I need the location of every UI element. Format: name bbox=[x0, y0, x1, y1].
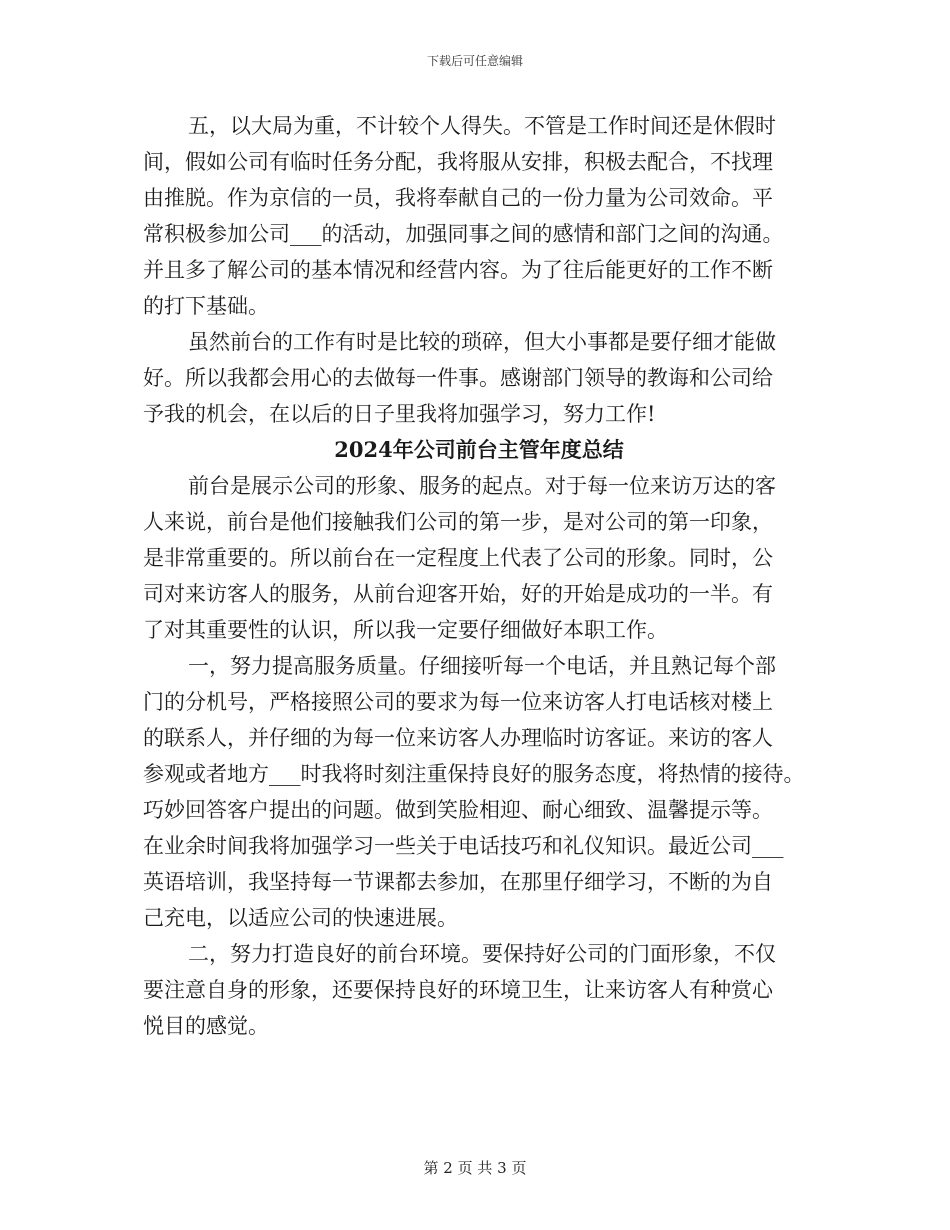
paragraph-line: 了对其重要性的认识，所以我一定要仔细做好本职工作。 bbox=[143, 618, 668, 642]
paragraph-line: 由推脱。作为京信的一员，我将奉献自己的一份力量为公司效命。平 bbox=[143, 186, 773, 210]
paragraph-line: 常积极参加公司___的活动，加强同事之间的感情和部门之间的沟通。 bbox=[143, 222, 784, 246]
paragraph-line: 并且多了解公司的基本情况和经营内容。为了往后能更好的工作不断 bbox=[143, 258, 773, 282]
paragraph-line: 在业余时间我将加强学习一些关于电话技巧和礼仪知识。最近公司___ bbox=[143, 834, 784, 858]
paragraph-line: 参观或者地方___时我将时刻注重保持良好的服务态度，将热情的接待。 bbox=[143, 762, 805, 786]
paragraph-line: 二，努力打造良好的前台环境。要保持好公司的门面形象，不仅 bbox=[188, 942, 776, 966]
paragraph-line: 间，假如公司有临时任务分配，我将服从安排，积极去配合，不找理 bbox=[143, 150, 773, 174]
paragraph-line: 要注意自身的形象，还要保持良好的环境卫生，让来访客人有种赏心 bbox=[143, 978, 773, 1002]
paragraph-line: 的打下基础。 bbox=[143, 294, 269, 318]
paragraph-line: 是非常重要的。所以前台在一定程度上代表了公司的形象。同时，公 bbox=[143, 546, 773, 570]
page-header: 下载后可任意编辑 bbox=[426, 54, 523, 68]
paragraph-line: 一，努力提高服务质量。仔细接听每一个电话，并且熟记每个部 bbox=[188, 654, 776, 678]
paragraph-line: 五，以大局为重，不计较个人得失。不管是工作时间还是休假时 bbox=[188, 114, 776, 138]
paragraph-line: 司对来访客人的服务，从前台迎客开始，好的开始是成功的一半。有 bbox=[143, 582, 773, 606]
paragraph-line: 好。所以我都会用心的去做每一件事。感谢部门领导的教诲和公司给 bbox=[143, 366, 773, 390]
section-title: 2024年公司前台主管年度总结 bbox=[334, 437, 624, 462]
paragraph-line: 英语培训，我坚持每一节课都去参加，在那里仔细学习，不断的为自 bbox=[143, 870, 773, 894]
paragraph-line: 巧妙回答客户提出的问题。做到笑脸相迎、耐心细致、温馨提示等。 bbox=[143, 798, 773, 822]
paragraph-line: 己充电，以适应公司的快速进展。 bbox=[143, 906, 458, 930]
page-number-footer: 第 2 页 共 3 页 bbox=[423, 1159, 527, 1177]
paragraph-line: 予我的机会，在以后的日子里我将加强学习，努力工作! bbox=[143, 402, 656, 426]
paragraph-line: 悦目的感觉。 bbox=[143, 1014, 269, 1038]
paragraph-line: 人来说，前台是他们接触我们公司的第一步，是对公司的第一印象， bbox=[143, 510, 773, 534]
document-body bbox=[143, 108, 815, 1044]
paragraph-line: 门的分机号，严格接照公司的要求为每一位来访客人打电话核对楼上 bbox=[143, 690, 773, 714]
paragraph-line: 虽然前台的工作有时是比较的琐碎，但大小事都是要仔细才能做 bbox=[188, 330, 776, 354]
paragraph-line: 前台是展示公司的形象、服务的起点。对于每一位来访万达的客 bbox=[188, 474, 776, 498]
paragraph-line: 的联系人，并仔细的为每一位来访客人办理临时访客证。来访的客人 bbox=[143, 726, 773, 750]
